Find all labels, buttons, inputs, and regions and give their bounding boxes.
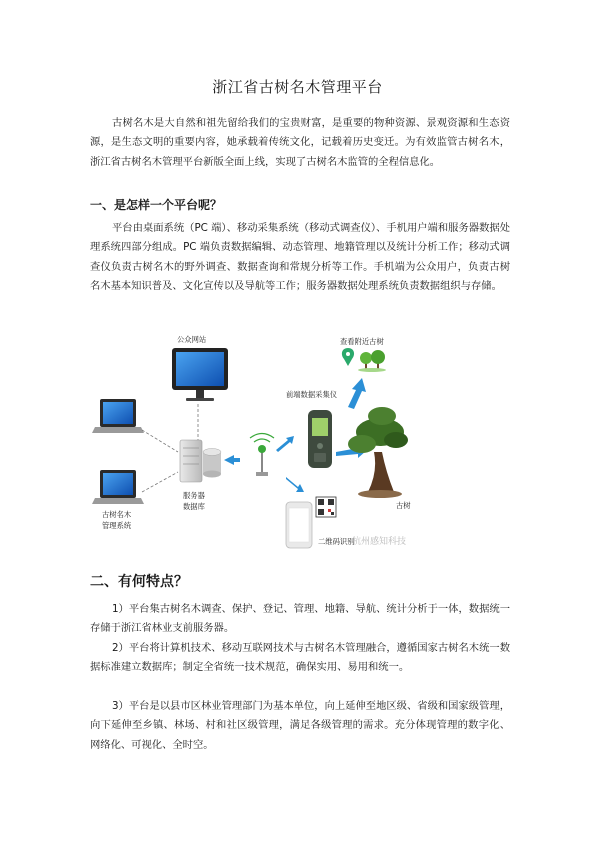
- laptop-icon: [92, 470, 144, 504]
- ancient-tree-label: 古树: [396, 501, 411, 510]
- smartphone-icon: [286, 502, 312, 548]
- public-site-label: 公众网站: [177, 335, 207, 344]
- location-pin-icon: [342, 348, 354, 366]
- qr-label: 二维码识别: [318, 537, 355, 546]
- system-label-line1: 古树名木: [102, 510, 132, 519]
- page-title: 浙江省古树名木管理平台: [212, 78, 383, 96]
- nearby-trees-label: 查看附近古树: [340, 337, 384, 346]
- section1-heading: 一、是怎样一个平台呢？: [90, 198, 223, 212]
- antenna-icon: [250, 434, 274, 477]
- intro-paragraph: 古树名木是大自然和祖先留给我们的宝贵财富，是重要的物种资源、景观资源和生态资源，是生态文明的重要内容，她承载着传统文化，记载着历史变迁。为有效监管古树名木，浙江省古树名木管理平台新版全面上线，实现了古树名木监管的全程信息化。: [90, 117, 510, 168]
- system-diagram: [90, 332, 510, 557]
- section1-body: 平台由桌面系统（PC 端）、移动采集系统（移动式调查仪）、手机用户端和服务器数据处理系统四部分组成。PC 端负责数据编辑、动态管理、地籍管理以及统计分析工作；移动式调查仪负责古树名木的野外调查、数据查询和常规分析等工作。手机端为公众用户，负责古树名木基本知识普及、文化宣传以及导航等工作；服务器数据处理系统负责数据组织与存储。: [90, 222, 510, 293]
- collector-label: 前端数据采集仪: [286, 390, 338, 399]
- handheld-collector-icon: [308, 410, 332, 468]
- qr-code-icon: [316, 497, 336, 517]
- feature-item-2: 2）平台将计算机技术、移动互联网技术与古树名木管理融合，遵循国家古树名木统一数据标准建立数据库；制定全省统一技术规范，确保实用、易用和统一。: [90, 642, 510, 674]
- section2-heading: 二、有何特点？: [90, 574, 188, 590]
- server-icon: [180, 440, 202, 482]
- server-label-line2: 数据库: [183, 502, 205, 511]
- laptop-icon: [92, 399, 144, 433]
- database-icon: [203, 449, 221, 478]
- small-trees-icon: [358, 350, 386, 372]
- system-label-line2: 管理系统: [102, 521, 132, 530]
- watermark-text: 杭州感知科技: [352, 537, 407, 547]
- feature-item-1: 1）平台集古树名木调查、保护、登记、管理、地籍、导航、统计分析于一体，数据统一存储于浙江省林业支前服务器。: [90, 603, 510, 635]
- desktop-monitor-icon: [172, 348, 228, 401]
- server-label-line1: 服务器: [183, 491, 205, 500]
- feature-item-3: 3）平台是以县市区林业管理部门为基本单位，向上延伸至地区级、省级和国家级管理，向下延伸至乡镇、林场、村和社区级管理，满足各级管理的需求。充分体现管理的数字化、网络化、可视化、全时空。: [90, 700, 510, 751]
